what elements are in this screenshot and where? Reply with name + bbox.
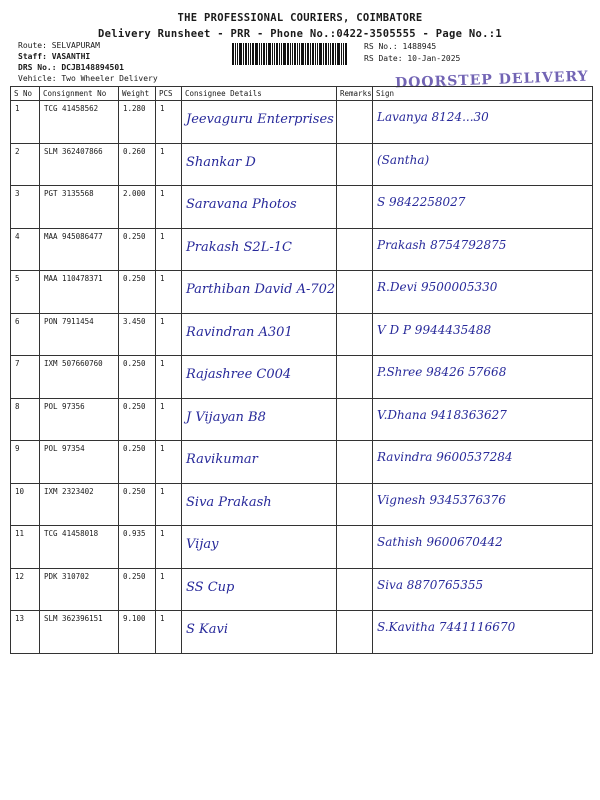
cell-consignee xyxy=(182,356,337,399)
receiver-signature: Lavanya 8124...30 xyxy=(377,110,489,124)
table-row xyxy=(11,313,593,356)
cell-consignee xyxy=(182,441,337,484)
cell-weight: 0.250 xyxy=(119,568,156,611)
cell-sno: 5 xyxy=(11,271,40,314)
runsheet-subtitle: Delivery Runsheet - PRR - Phone No.:0422-3505555 - Page No.:1 xyxy=(98,28,502,40)
cell-remarks xyxy=(337,398,373,441)
table-row xyxy=(11,526,593,569)
cell-consignment-no: MAA 945086477 xyxy=(40,228,119,271)
barcode-icon xyxy=(232,43,354,65)
cell-weight: 0.260 xyxy=(119,143,156,186)
table-row xyxy=(11,441,593,484)
table-row xyxy=(11,483,593,526)
cell-sign xyxy=(373,313,593,356)
table-header-row xyxy=(11,87,593,101)
handwritten-consignee: Ravindran A301 xyxy=(186,324,293,340)
drs-number: DRS No.: DCJB148894501 xyxy=(18,63,124,72)
cell-weight: 0.935 xyxy=(119,526,156,569)
cell-pcs: 1 xyxy=(156,483,182,526)
cell-pcs: 1 xyxy=(156,186,182,229)
table-row xyxy=(11,186,593,229)
cell-sign xyxy=(373,441,593,484)
cell-pcs: 1 xyxy=(156,568,182,611)
runsheet-title: THE PROFESSIONAL COURIERS, COIMBATORE xyxy=(177,12,423,24)
cell-sign xyxy=(373,611,593,654)
cell-consignee xyxy=(182,611,337,654)
col-pcs: PCS xyxy=(156,87,182,101)
cell-consignee xyxy=(182,526,337,569)
cell-consignee xyxy=(182,568,337,611)
receiver-signature: (Santha) xyxy=(377,152,430,167)
cell-sno: 11 xyxy=(11,526,40,569)
cell-consignee xyxy=(182,186,337,229)
table-row xyxy=(11,568,593,611)
receiver-signature: Ravindra 9600537284 xyxy=(377,450,513,464)
cell-remarks xyxy=(337,356,373,399)
cell-sno: 10 xyxy=(11,483,40,526)
cell-remarks xyxy=(337,526,373,569)
rs-number: RS No.: 1488945 xyxy=(364,42,437,51)
cell-consignee xyxy=(182,483,337,526)
cell-consignment-no: IXM 507660760 xyxy=(40,356,119,399)
handwritten-consignee: Ravikumar xyxy=(186,452,258,467)
handwritten-consignee: Saravana Photos xyxy=(186,197,297,212)
table-row xyxy=(11,143,593,186)
cell-weight: 0.250 xyxy=(119,228,156,271)
cell-consignment-no: SLM 362396151 xyxy=(40,611,119,654)
cell-sno: 7 xyxy=(11,356,40,399)
cell-remarks xyxy=(337,186,373,229)
cell-consignment-no: MAA 110478371 xyxy=(40,271,119,314)
receiver-signature: Vignesh 9345376376 xyxy=(377,492,506,507)
col-sign: Sign xyxy=(373,87,593,101)
runsheet-table xyxy=(10,86,593,654)
cell-weight: 1.280 xyxy=(119,101,156,144)
cell-sign xyxy=(373,228,593,271)
table-row xyxy=(11,101,593,144)
cell-consignee xyxy=(182,398,337,441)
cell-pcs: 1 xyxy=(156,313,182,356)
cell-consignment-no: POL 97356 xyxy=(40,398,119,441)
cell-consignee xyxy=(182,101,337,144)
cell-sno: 13 xyxy=(11,611,40,654)
receiver-signature: Siva 8870765355 xyxy=(377,577,484,592)
col-weight: Weight xyxy=(119,87,156,101)
table-row xyxy=(11,356,593,399)
cell-consignment-no: POL 97354 xyxy=(40,441,119,484)
vehicle-label: Vehicle: Two Wheeler Delivery xyxy=(18,74,158,83)
cell-sno: 8 xyxy=(11,398,40,441)
cell-sign xyxy=(373,101,593,144)
cell-sign xyxy=(373,398,593,441)
cell-remarks xyxy=(337,313,373,356)
col-consignee: Consignee Details xyxy=(182,87,337,101)
handwritten-consignee: Siva Prakash xyxy=(186,494,272,510)
cell-consignment-no: IXM 2323402 xyxy=(40,483,119,526)
cell-weight: 0.250 xyxy=(119,398,156,441)
cell-weight: 0.250 xyxy=(119,483,156,526)
cell-sign xyxy=(373,271,593,314)
cell-sign xyxy=(373,568,593,611)
handwritten-consignee: SS Cup xyxy=(186,579,235,595)
col-consignment: Consignment No xyxy=(40,87,119,101)
handwritten-consignee: Shankar D xyxy=(186,154,256,170)
receiver-signature: Sathish 9600670442 xyxy=(377,535,503,549)
table-row xyxy=(11,398,593,441)
receiver-signature: V.Dhana 9418363627 xyxy=(377,407,507,422)
cell-pcs: 1 xyxy=(156,143,182,186)
table-row xyxy=(11,611,593,654)
cell-consignment-no: PON 7911454 xyxy=(40,313,119,356)
cell-sno: 1 xyxy=(11,101,40,144)
handwritten-consignee: Rajashree C004 xyxy=(186,367,292,382)
cell-consignee xyxy=(182,271,337,314)
cell-weight: 0.250 xyxy=(119,271,156,314)
receiver-signature: V D P 9944435488 xyxy=(377,322,492,337)
cell-consignment-no: PGT 3135568 xyxy=(40,186,119,229)
cell-remarks xyxy=(337,143,373,186)
cell-sno: 12 xyxy=(11,568,40,611)
cell-pcs: 1 xyxy=(156,398,182,441)
handwritten-consignee: J Vijayan B8 xyxy=(186,409,266,425)
cell-pcs: 1 xyxy=(156,526,182,569)
cell-consignee xyxy=(182,313,337,356)
cell-consignment-no: TCG 41458562 xyxy=(40,101,119,144)
cell-remarks xyxy=(337,228,373,271)
cell-remarks xyxy=(337,568,373,611)
cell-consignment-no: TCG 41458018 xyxy=(40,526,119,569)
cell-pcs: 1 xyxy=(156,228,182,271)
receiver-signature: R.Devi 9500005330 xyxy=(377,280,498,294)
cell-weight: 0.250 xyxy=(119,441,156,484)
cell-consignment-no: SLM 362407866 xyxy=(40,143,119,186)
cell-weight: 0.250 xyxy=(119,356,156,399)
handwritten-consignee: Parthiban David A-702 xyxy=(186,282,336,297)
cell-sign xyxy=(373,356,593,399)
cell-sno: 9 xyxy=(11,441,40,484)
cell-sign xyxy=(373,483,593,526)
cell-consignee xyxy=(182,143,337,186)
cell-remarks xyxy=(337,611,373,654)
cell-sign xyxy=(373,143,593,186)
delivery-stamp: DOORSTEP DELIVERY xyxy=(394,68,589,92)
cell-pcs: 1 xyxy=(156,441,182,484)
handwritten-consignee: S Kavi xyxy=(186,622,229,637)
handwritten-consignee: Prakash S2L-1C xyxy=(186,239,292,255)
cell-sno: 3 xyxy=(11,186,40,229)
cell-weight: 2.000 xyxy=(119,186,156,229)
cell-remarks xyxy=(337,483,373,526)
receiver-signature: S 9842258027 xyxy=(377,195,466,209)
cell-sign xyxy=(373,186,593,229)
handwritten-consignee: Jeevaguru Enterprises xyxy=(186,112,334,127)
cell-remarks xyxy=(337,271,373,314)
cell-consignment-no: PDK 310702 xyxy=(40,568,119,611)
cell-weight: 3.450 xyxy=(119,313,156,356)
receiver-signature: P.Shree 98426 57668 xyxy=(377,365,507,379)
cell-pcs: 1 xyxy=(156,611,182,654)
cell-sno: 2 xyxy=(11,143,40,186)
cell-pcs: 1 xyxy=(156,271,182,314)
rs-date: RS Date: 10-Jan-2025 xyxy=(364,54,461,63)
cell-sign xyxy=(373,526,593,569)
cell-pcs: 1 xyxy=(156,356,182,399)
table-row xyxy=(11,228,593,271)
cell-sno: 6 xyxy=(11,313,40,356)
handwritten-consignee: Vijay xyxy=(186,537,219,552)
table-row xyxy=(11,271,593,314)
cell-remarks xyxy=(337,441,373,484)
cell-weight: 9.100 xyxy=(119,611,156,654)
route-label: Route: SELVAPURAM xyxy=(18,41,100,50)
cell-remarks xyxy=(337,101,373,144)
col-sno: S No xyxy=(11,87,40,101)
receiver-signature: Prakash 8754792875 xyxy=(377,237,507,252)
col-remarks: Remarks xyxy=(337,87,373,101)
staff-label: Staff: VASANTHI xyxy=(18,52,91,61)
cell-sno: 4 xyxy=(11,228,40,271)
cell-consignee xyxy=(182,228,337,271)
cell-pcs: 1 xyxy=(156,101,182,144)
receiver-signature: S.Kavitha 7441116670 xyxy=(377,620,516,634)
